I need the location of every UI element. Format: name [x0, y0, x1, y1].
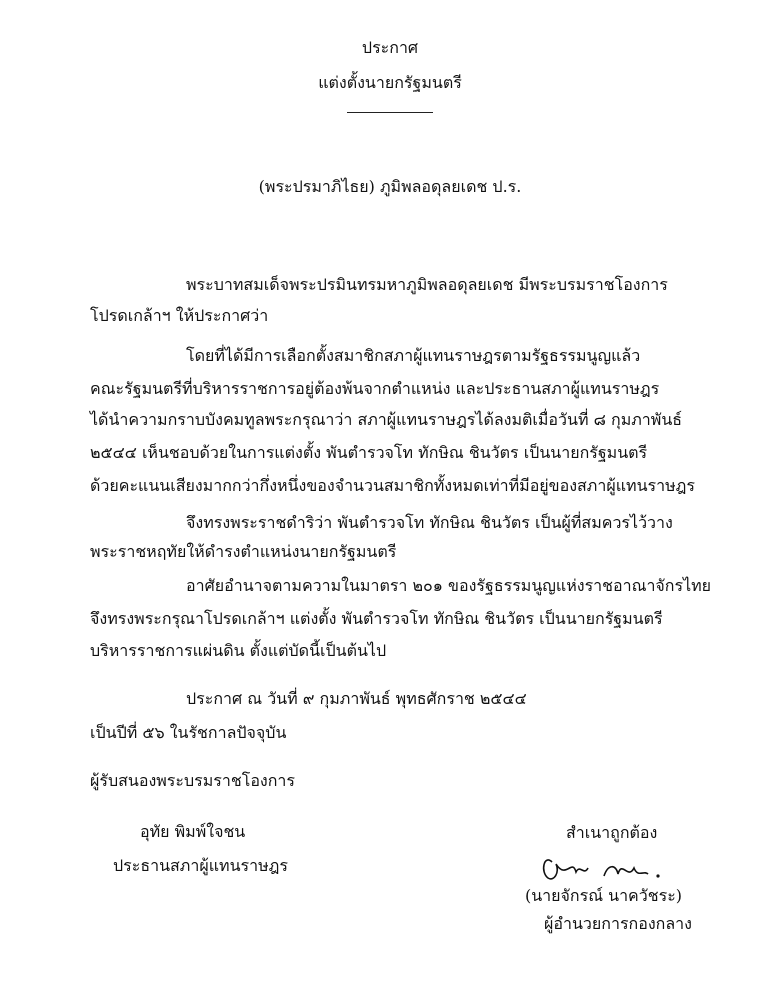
body-line: ด้วยคะแนนเสียงมากกว่ากึ่งหนึ่งของจำนวนสมาชิกทั้งหมดเท่าที่มีอยู่ของสภาผู้แทนราษฎร	[90, 476, 695, 495]
proclamation-date: ประกาศ ณ วันที่ ๙ กุมภาพันธ์ พุทธศักราช ๒๕๔๔	[186, 689, 527, 708]
body-line: โปรดเกล้าฯ ให้ประกาศว่า	[90, 306, 269, 325]
body-line: พระราชหฤทัยให้ดำรงตำแหน่งนายกรัฐมนตรี	[90, 542, 397, 561]
document-title: ประกาศ	[361, 38, 419, 57]
document-subtitle: แต่งตั้งนายกรัฐมนตรี	[318, 73, 462, 92]
reign-year: เป็นปีที่ ๕๖ ในรัชกาลปัจจุบัน	[90, 723, 287, 742]
certifier-position: ผู้อำนวยการกองกลาง	[544, 914, 692, 933]
body-line: พระบาทสมเด็จพระปรมินทรมหาภูมิพลอดุลยเดช มีพระบรมราชโองการ	[186, 275, 668, 294]
body-line: บริหารราชการแผ่นดิน ตั้งแต่บัดนี้เป็นต้นไป	[90, 641, 387, 660]
certifier-name: (นายจักรณ์ นาควัชระ)	[525, 886, 683, 905]
body-line: คณะรัฐมนตรีที่บริหารราชการอยู่ต้องพ้นจากตำแหน่ง และประธานสภาผู้แทนราษฎร	[90, 379, 660, 398]
body-line: ได้นำความกราบบังคมทูลพระกรุณาว่า สภาผู้แทนราษฎรได้ลงมติเมื่อวันที่ ๘ กุมภาพันธ์	[90, 410, 683, 429]
body-line: อาศัยอำนาจตามความในมาตรา ๒๐๑ ของรัฐธรรมนูญแห่งราชอาณาจักรไทย	[186, 576, 712, 595]
handwritten-signature	[538, 850, 678, 890]
body-line: จึงทรงพระกรุณาโปรดเกล้าฯ แต่งตั้ง พันตำรวจโท ทักษิณ ชินวัตร เป็นนายกรัฐมนตรี	[90, 609, 663, 628]
body-line: ๒๕๔๔ เห็นชอบด้วยในการแต่งตั้ง พันตำรวจโท ทักษิณ ชินวัตร เป็นนายกรัฐมนตรี	[90, 443, 648, 462]
royal-signature: (พระปรมาภิไธย) ภูมิพลอดุลยเดช ป.ร.	[258, 177, 522, 196]
countersign-position: ประธานสภาผู้แทนราษฎร	[113, 856, 288, 875]
countersign-name: อุทัย พิมพ์ใจชน	[140, 822, 246, 841]
title-divider	[347, 112, 433, 113]
countersign-label: ผู้รับสนองพระบรมราชโองการ	[90, 771, 295, 790]
body-line: จึงทรงพระราชดำริว่า พันตำรวจโท ทักษิณ ชินวัตร เป็นผู้ที่สมควรไว้วาง	[186, 513, 673, 532]
body-line: โดยที่ได้มีการเลือกตั้งสมาชิกสภาผู้แทนราษฎรตามรัฐธรรมนูญแล้ว	[186, 346, 641, 365]
certified-copy-label: สำเนาถูกต้อง	[566, 823, 658, 842]
